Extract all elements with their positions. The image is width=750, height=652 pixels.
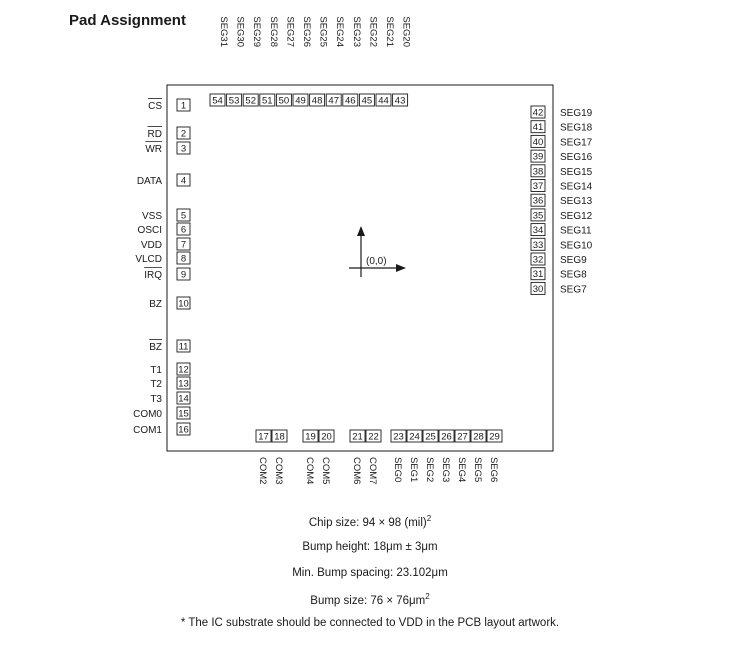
pad-number: 15 (178, 408, 189, 420)
pin-label: COM1 (133, 425, 162, 436)
pad-1 (148, 99, 190, 113)
pad-10 (149, 297, 190, 310)
pad-number: 47 (328, 95, 339, 107)
pin-label: SEG0 (392, 457, 403, 483)
pin-label: COM0 (133, 409, 162, 420)
origin-axes (349, 226, 406, 277)
pad-number: 34 (532, 225, 544, 237)
pad-8 (135, 252, 190, 265)
pad-number: 44 (378, 95, 389, 107)
pad-number: 6 (180, 224, 187, 236)
pad-number: 53 (228, 95, 240, 107)
pad-40 (531, 135, 593, 148)
pad-39 (531, 150, 593, 163)
pin-label: SEG11 (560, 225, 592, 237)
pad-27 (455, 430, 470, 482)
pad-number: 13 (178, 378, 189, 390)
pad-number: 29 (489, 431, 500, 443)
pin-label: SEG1 (408, 457, 419, 483)
pad-24 (407, 430, 422, 482)
pad-11 (149, 340, 190, 354)
pad-7 (141, 238, 190, 251)
bump-spacing-text: Min. Bump spacing: 23.102μm (292, 567, 448, 579)
pin-label: COM2 (257, 457, 268, 485)
pin-label: SEG25 (317, 16, 329, 47)
pad-number: 46 (345, 95, 356, 107)
pin-label: SEG19 (560, 108, 593, 119)
pin-label: SEG15 (560, 166, 593, 178)
pad-number: 17 (258, 431, 269, 443)
pad-number: 28 (473, 431, 484, 443)
pin-label: SEG27 (284, 16, 296, 47)
pad-number: 10 (178, 298, 189, 310)
pin-label: SEG30 (234, 16, 246, 47)
pad-number: 49 (295, 95, 306, 107)
pin-label: BZ (149, 299, 162, 310)
pad-30 (531, 282, 587, 295)
pin-label: SEG23 (350, 16, 362, 47)
pad-19 (303, 430, 318, 484)
pin-label: SEG21 (384, 16, 395, 47)
pad-35 (531, 209, 593, 222)
pad-number: 45 (361, 95, 373, 107)
pin-label: SEG20 (400, 16, 412, 47)
pin-label: SEG8 (560, 269, 587, 281)
pad-14 (150, 392, 190, 405)
pad-number: 42 (532, 107, 544, 119)
pin-label: IRQ (144, 270, 162, 281)
pad-36 (531, 194, 593, 207)
chip-size-value: Chip size: 94 × 98 (mil) (308, 516, 427, 529)
pad-13 (150, 377, 190, 390)
pin-label: SEG6 (488, 457, 499, 483)
chip-size-text (0, 514, 740, 529)
pad-38 (531, 165, 593, 178)
bump-size-superscript: 2 (425, 592, 430, 601)
pad-number: 20 (321, 431, 332, 443)
pin-label: OSCI (137, 225, 162, 236)
pad-3 (145, 142, 190, 156)
pin-label: COM5 (320, 457, 331, 485)
pad-number: 26 (441, 431, 452, 443)
pin-label: SEG9 (560, 255, 587, 266)
pad-25 (423, 430, 438, 482)
pad-number: 27 (457, 431, 468, 443)
pad-number: 36 (532, 195, 544, 207)
pad-34 (531, 224, 592, 237)
pin-label: DATA (136, 176, 162, 187)
pad-number: 9 (180, 269, 187, 281)
pad-21 (350, 430, 365, 484)
pad-4 (137, 174, 190, 187)
pad-23 (391, 430, 406, 482)
pad-number: 14 (178, 393, 189, 405)
pad-number: 41 (532, 122, 544, 134)
substrate-note: * The IC substrate should be connected to VDD in the PCB layout artwork. (180, 617, 560, 629)
pin-label: SEG26 (301, 16, 312, 47)
pad-number: 23 (393, 431, 404, 443)
pin-label: SEG5 (472, 457, 483, 483)
pin-label: COM3 (273, 457, 284, 485)
pad-number: 4 (180, 175, 187, 187)
pad-number: 38 (532, 166, 544, 178)
bump-size-value: Bump size: 76 × 76μm (310, 594, 426, 607)
pad-number: 18 (274, 431, 285, 443)
pad-number: 3 (180, 143, 187, 155)
pad-number: 11 (178, 341, 189, 353)
pin-label: WR (145, 144, 162, 155)
pad-2 (148, 127, 190, 141)
pad-16 (133, 423, 190, 436)
pin-label: SEG4 (456, 457, 467, 483)
pad-12 (150, 363, 190, 376)
pin-label: BZ (149, 342, 162, 353)
pad-32 (531, 253, 587, 266)
pin-label: SEG10 (560, 240, 593, 252)
pad-6 (138, 223, 190, 236)
pad-number: 31 (532, 269, 544, 281)
top-pads (210, 16, 412, 106)
pin-label: SEG3 (440, 457, 451, 483)
pin-label: SEG24 (334, 16, 346, 47)
pin-label: SEG7 (560, 284, 587, 296)
left-pads (133, 99, 190, 437)
pin-label: COM4 (304, 457, 315, 485)
pad-17 (256, 430, 271, 484)
pad-41 (531, 121, 593, 134)
pad-number: 24 (409, 431, 420, 443)
pad-number: 37 (532, 181, 544, 192)
pin-label: RD (147, 129, 162, 140)
bump-size-text (0, 592, 740, 607)
pad-number: 5 (180, 210, 187, 222)
pad-37 (531, 180, 593, 193)
pad-26 (439, 430, 454, 482)
pad-number: 33 (532, 239, 544, 251)
pad-31 (531, 268, 587, 281)
x-axis-arrow-icon (396, 264, 406, 272)
pin-label: CS (148, 101, 162, 112)
pad-number: 54 (212, 95, 223, 107)
pad-number: 32 (532, 254, 544, 266)
pad-33 (531, 238, 593, 251)
pin-label: SEG12 (560, 210, 593, 222)
right-pads (531, 106, 593, 295)
pin-label: SEG13 (560, 196, 593, 208)
pin-label: SEG18 (560, 122, 593, 134)
pad-number: 7 (180, 239, 187, 251)
pin-label: SEG17 (560, 137, 593, 149)
pad-number: 1 (180, 100, 187, 112)
pin-label: SEG2 (424, 457, 435, 483)
pad-28 (471, 430, 486, 482)
pad-number: 30 (532, 283, 544, 295)
pad-number: 48 (311, 95, 323, 107)
pin-label: T1 (150, 365, 162, 376)
pad-42 (531, 106, 593, 119)
pad-number: 40 (532, 136, 544, 148)
pin-label: VDD (140, 240, 162, 251)
pad-15 (133, 407, 190, 420)
pad-29 (487, 430, 502, 482)
pad-number: 19 (305, 431, 316, 443)
pin-label: SEG22 (367, 16, 379, 47)
pad-22 (366, 430, 381, 484)
pad-number: 43 (394, 95, 406, 107)
pad-5 (142, 209, 190, 222)
pin-label: VSS (141, 211, 162, 222)
pad-number: 22 (368, 431, 379, 443)
pad-18 (272, 430, 287, 484)
pin-label: T3 (150, 394, 162, 405)
pin-label: VLCD (135, 254, 162, 265)
pad-number: 39 (532, 151, 544, 163)
pad-number: 52 (245, 95, 256, 107)
pad-number: 8 (180, 253, 187, 265)
pad-number: 35 (532, 210, 544, 222)
origin-label: (0,0) (366, 256, 387, 267)
pin-label: T2 (150, 379, 162, 390)
bump-height-text: Bump height: 18μm ± 3μm (302, 541, 438, 553)
pin-label: SEG31 (218, 16, 229, 47)
pad-number: 16 (178, 424, 189, 436)
pad-20 (319, 430, 334, 484)
chip-size-superscript: 2 (426, 514, 432, 523)
pad-number: 51 (262, 95, 273, 107)
pad-number: 12 (178, 364, 189, 376)
pin-label: COM7 (367, 457, 378, 485)
pin-label: SEG16 (560, 152, 593, 164)
y-axis-arrow-icon (357, 226, 365, 236)
pin-label: SEG29 (251, 16, 263, 47)
pin-label: SEG28 (267, 16, 279, 47)
pin-label: COM6 (351, 457, 362, 485)
pad-number: 25 (425, 431, 436, 443)
pin-label: SEG14 (560, 181, 593, 193)
bottom-pads (256, 430, 502, 484)
pad-number: 50 (278, 95, 290, 107)
pad-54 (210, 16, 229, 106)
page-title: Pad Assignment (69, 12, 186, 29)
pad-number: 21 (352, 431, 363, 443)
pad-number: 2 (180, 128, 187, 140)
